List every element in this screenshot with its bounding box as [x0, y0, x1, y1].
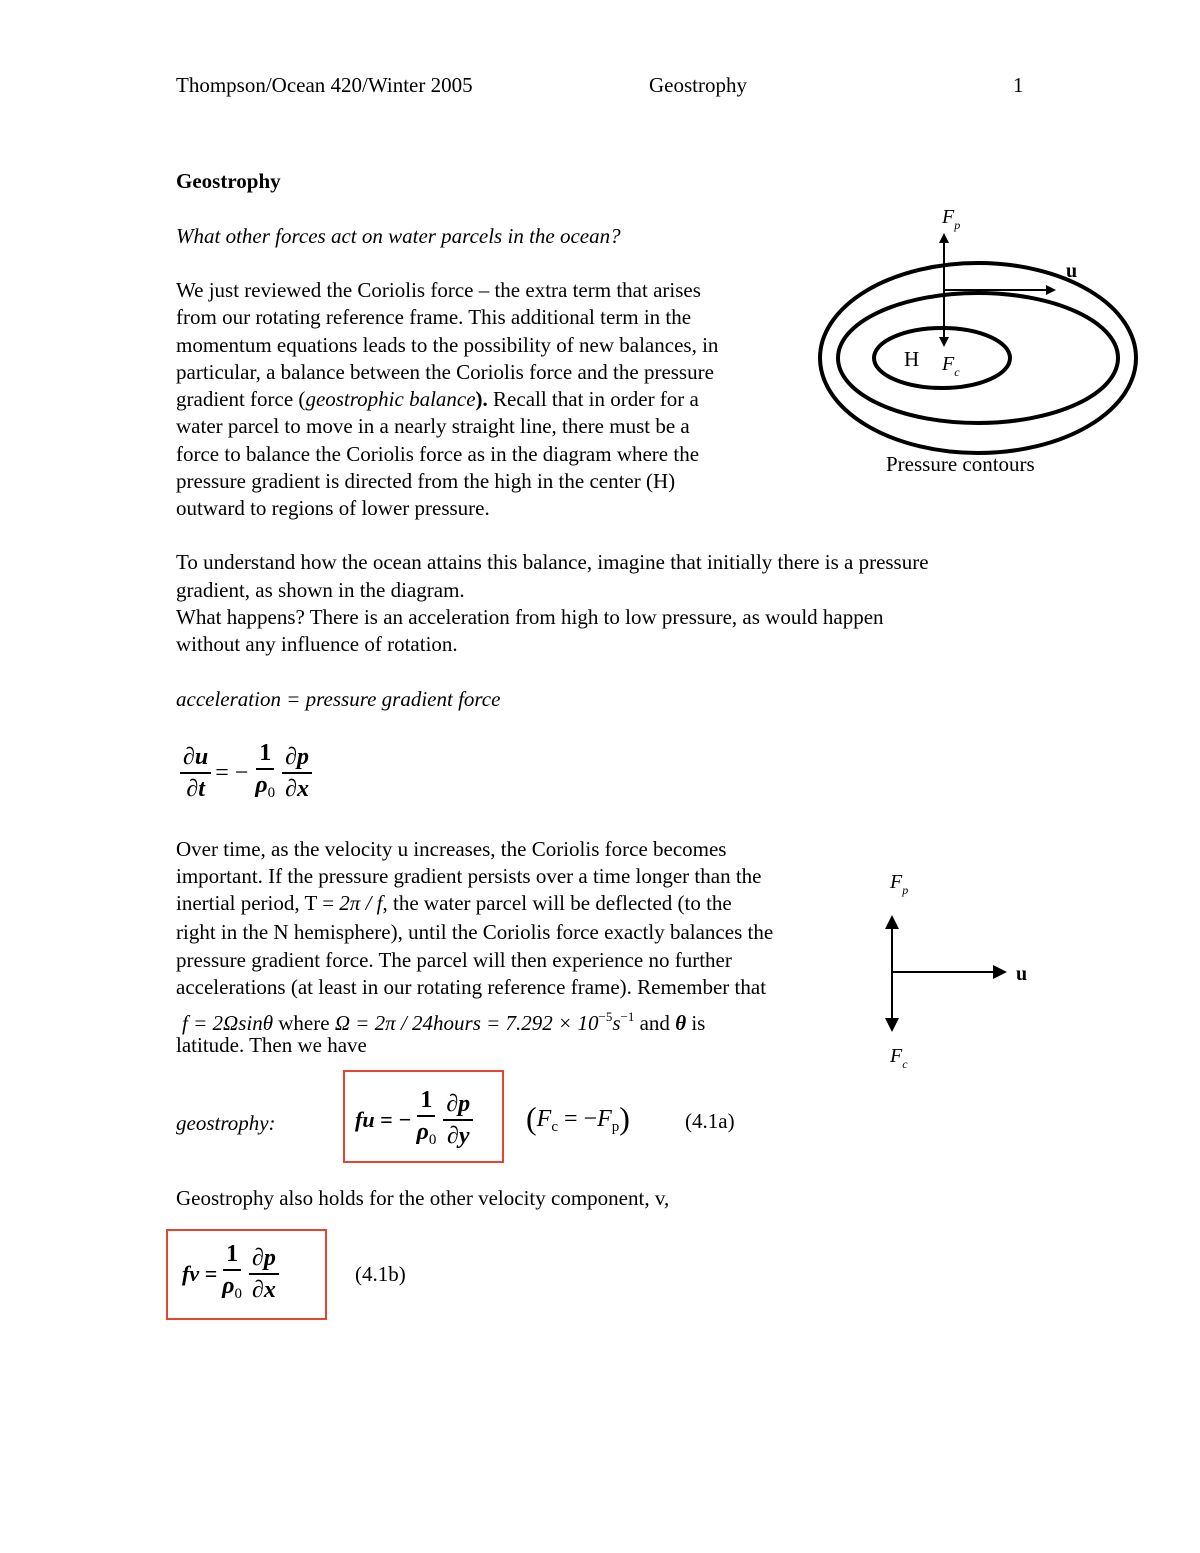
close-paren: ) — [619, 1100, 630, 1136]
fv-equation — [182, 1239, 281, 1309]
fv-dp: ∂p — [249, 1243, 279, 1275]
para3-line: important. If the pressure gradient persists over a time longer than the — [176, 864, 762, 888]
fv-dx: ∂x — [252, 1277, 276, 1303]
geo-one: 1 — [417, 1085, 435, 1117]
fv-eq-box — [166, 1229, 327, 1320]
fc-label: $F_c$ — [890, 1045, 908, 1071]
para3-line: Over time, as the velocity u increases, the Coriolis force becomes — [176, 837, 727, 861]
acceleration-statement: acceleration = pressure gradient force — [176, 687, 501, 711]
theta-symbol: θ — [675, 1011, 687, 1035]
pressure-contours-caption: Pressure contours — [886, 452, 1035, 476]
para3-text: is — [686, 1011, 706, 1035]
coriolis-parameter-formula: f = 2Ωsinθ — [182, 1011, 274, 1035]
para3-text: , the water parcel will be deflected (to the — [382, 891, 732, 915]
page-number: 1 — [1013, 73, 1024, 97]
exponent: −5 — [598, 1009, 613, 1024]
equation-number-4-1a: (4.1a) — [685, 1109, 735, 1133]
para1-line: particular, a balance between the Coriolis force and the pressure — [176, 360, 714, 384]
fc-symbol: F — [536, 1106, 552, 1132]
para1-line: pressure gradient is directed from the high in the center (H) — [176, 469, 676, 493]
para2-line: gradient, as shown in the diagram. — [176, 578, 465, 602]
para3-line — [176, 890, 732, 917]
section-title: Geostrophy — [176, 169, 281, 193]
eq1-dx: ∂x — [285, 776, 310, 802]
geostrophy-eq-box — [343, 1070, 504, 1163]
force-balance-relation — [526, 1100, 630, 1137]
fv-one: 1 — [223, 1239, 241, 1271]
eq1-lhs-den: ∂t — [186, 776, 205, 802]
high-label: H — [904, 347, 920, 371]
eq1-rho: $\rho_0$ — [255, 772, 276, 801]
fp-label: $F_p$ — [890, 871, 909, 897]
para1-line — [176, 386, 699, 413]
u-label: u — [1016, 963, 1028, 985]
para1-line: We just reviewed the Coriolis force – the extra term that arises — [176, 278, 701, 302]
fp-label: $F_p$ — [942, 206, 961, 232]
pressure-contours-diagram — [810, 195, 1150, 485]
geo-rho: $\rho_0$ — [416, 1119, 437, 1148]
para3-text: and — [634, 1011, 676, 1035]
para3-line: accelerations (at least in our rotating reference frame). Remember that — [176, 975, 767, 999]
u-label: u — [1066, 260, 1078, 282]
omega-formula: Ω = 2π / 24hours = 7.292 × 10 — [334, 1011, 599, 1035]
open-paren: ( — [526, 1100, 537, 1136]
fc-label: $F_c$ — [942, 353, 960, 379]
header-center: Geostrophy — [649, 73, 747, 97]
para1-line: force to balance the Coriolis force as in the diagram where the — [176, 442, 700, 466]
para3-line: pressure gradient force. The parcel will then experience no further — [176, 948, 732, 972]
fc-subscript: c — [551, 1119, 558, 1135]
para1-line: momentum equations leads to the possibility of new balances, in — [176, 333, 719, 357]
geostrophy-equation — [355, 1085, 475, 1155]
eq1-equals: = − — [215, 759, 249, 786]
equation-number-4-1b: (4.1b) — [355, 1262, 406, 1286]
units-s: s — [612, 1011, 621, 1035]
para1-text: Recall that in order for a — [487, 387, 699, 411]
eq1-one: 1 — [256, 738, 274, 770]
para2-line: What happens? There is an acceleration from high to low pressure, as would happen — [176, 605, 884, 629]
fp-symbol: F — [597, 1106, 612, 1132]
para1-line: outward to regions of lower pressure. — [176, 496, 490, 520]
fp-subscript: p — [611, 1119, 620, 1135]
eq1-lhs-num: ∂u — [180, 742, 211, 774]
exponent: −1 — [620, 1009, 635, 1024]
eq1-dp: ∂p — [282, 742, 312, 774]
middle-contour — [838, 293, 1118, 423]
para1-line: water parcel to move in a nearly straight line, there must be a — [176, 414, 690, 438]
question: What other forces act on water parcels in the ocean? — [176, 224, 621, 248]
para2-line: To understand how the ocean attains this balance, imagine that initially there is a pressure — [176, 550, 929, 574]
header-left: Thompson/Ocean 420/Winter 2005 — [176, 73, 473, 97]
geostrophy-label: geostrophy: — [176, 1111, 276, 1135]
inertial-period-formula: 2π / f — [339, 891, 383, 915]
para2-line: without any influence of rotation. — [176, 632, 458, 656]
para1-text: gradient force ( — [176, 387, 306, 411]
geostrophic-balance-term: geostrophic balance — [305, 387, 476, 411]
fv-lhs: fv = — [182, 1261, 218, 1286]
para3-text: where — [273, 1011, 335, 1035]
fv-rho: $\rho_0$ — [222, 1273, 243, 1302]
force-balance-diagram — [870, 862, 1050, 1082]
momentum-equation — [178, 738, 314, 808]
para1-text: ). — [475, 387, 488, 411]
para3-line: right in the N hemisphere), until the Coriolis force exactly balances the — [176, 920, 774, 944]
geo-dy: ∂y — [446, 1123, 470, 1149]
geo-lhs: fu = − — [355, 1107, 412, 1132]
para1-line: from our rotating reference frame. This additional term in the — [176, 305, 692, 329]
para3-text: inertial period, T = — [176, 891, 340, 915]
balance-equals: = − — [558, 1106, 598, 1132]
also-holds-text: Geostrophy also holds for the other velocity component, v, — [176, 1186, 670, 1210]
para3-line: latitude. Then we have — [176, 1033, 367, 1057]
geo-dp: ∂p — [443, 1089, 473, 1121]
